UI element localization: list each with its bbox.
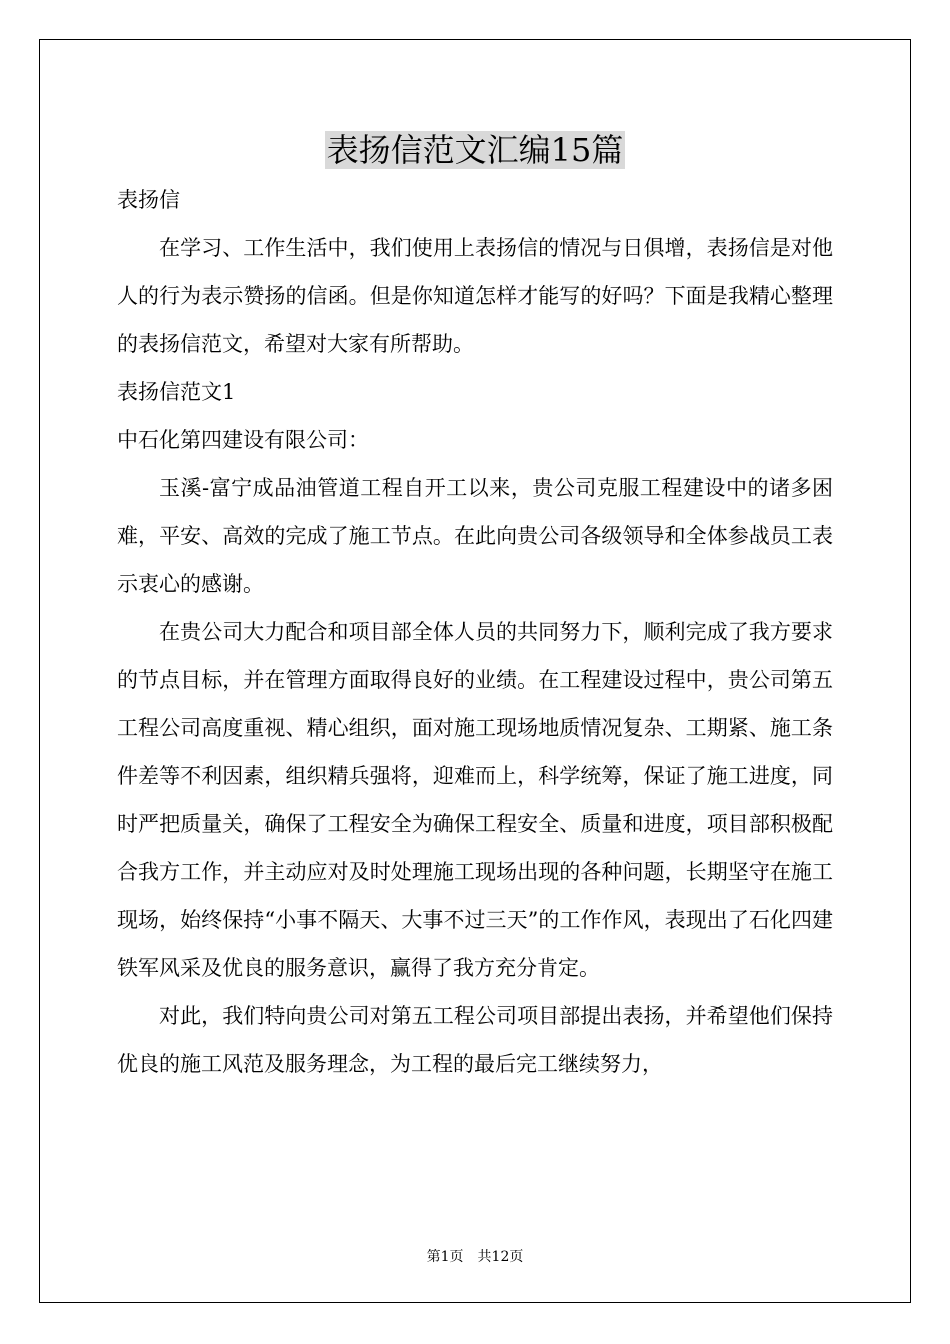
document-body <box>117 176 833 1088</box>
body-paragraph: 对此，我们特向贵公司对第五工程公司项目部提出表扬，并希望他们保持优良的施工风范及服务理念，为工程的最后完工继续努力， <box>117 1004 833 1076</box>
document-title-text: 表扬信范文汇编15篇 <box>326 131 624 169</box>
intro-paragraph: 在学习、工作生活中，我们使用上表扬信的情况与日俱增，表扬信是对他人的行为表示赞扬的信函。但是你知道怎样才能写的好吗？下面是我精心整理的表扬信范文，希望对大家有所帮助。 <box>117 236 833 356</box>
document-title <box>0 128 950 172</box>
salutation: 中石化第四建设有限公司： <box>117 428 369 452</box>
body-paragraph: 在贵公司大力配合和项目部全体人员的共同努力下，顺利完成了我方要求的节点目标，并在管理方面取得良好的业绩。在工程建设过程中，贵公司第五工程公司高度重视、精心组织，面对施工现场地质情况复杂、工期紧、施工条件差等不利因素，组织精兵强将，迎难而上，科学统筹，保证了施工进度，同时严把质量关，确保了工程安全为确保工程安全、质量和进度，项目部积极配合我方工作，并主动应对及时处理施工现场出现的各种问题，长期坚守在施工现场，始终保持“小事不隔天、大事不过三天”的工作作风，表现出了石化四建铁军风采及优良的服务意识，赢得了我方充分肯定。 <box>117 620 833 980</box>
body-paragraph: 玉溪-富宁成品油管道工程自开工以来，贵公司克服工程建设中的诸多困难，平安、高效的完成了施工节点。在此向贵公司各级领导和全体参战员工表示衷心的感谢。 <box>117 476 833 596</box>
heading: 表扬信 <box>117 188 180 212</box>
page-footer: 第1页 共12页 <box>426 1249 524 1265</box>
section-title: 表扬信范文1 <box>117 380 236 404</box>
